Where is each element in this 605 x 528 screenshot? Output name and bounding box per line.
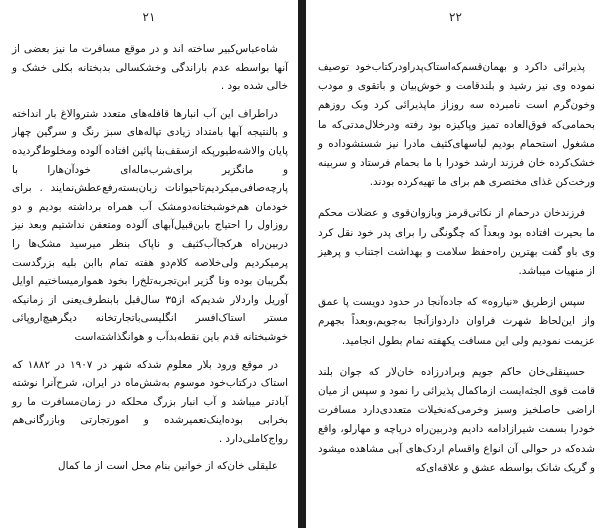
right-page: [306, 0, 605, 528]
paragraph: سپس ازطریق «نیاروه» که جاده‌آنجا در حدود دویست پا عمق واز این‌لحاظ شهرت فراوان داردوازآنجا به‌جویم،وبعداً بجهرم عزیمت نمودیم ولی این مسافت یکهفته تمام بطول انجامید.: [318, 296, 595, 347]
right-page-body: [318, 58, 595, 490]
paragraph: دراطراف این آب انبارها قافله‌های متعدد شتروالاغ بار انداخته و بالنتیجه آبها بامتداد زیادی تپاله‌های سبز رنگ و سرگین چهار پایان والاشه‌طیورپکه ازسقف‌بنا پائین افتاده آلوده ومخلوط‌گردیده و مانگزیر برای‌شرب‌ماله‌ای خودآن‌هارا با پارچه‌صافی‌میکردیم‌تاحیوانات زبان‌بسته‌رفع‌عطش‌نمایند . برای خودمان هم‌خوشبختانه‌دومشک آب همراه برداشته بودیم و دو روزاول را احتیاج بابن‌قبیل‌آبهای آلوده ومتعفن نداشتیم وبعد نیز دربین‌راه هرکجاآب‌کثیف و ناپاک بنظر میرسید مشک‌ها را پرمیکردیم ولی‌خلاصه کلام‌دو هفته تمام باابن بلیه بزرگدست بگریبان بوده ونا گزیر ابن‌تجربه‌تلخ‌را بخود هموارمیساختیم اوایل آوریل واردلار شدیم‌که از۳۵ سال‌قبل بابنطرف‌یعنی از زمانیکه مستر استاک‌افسر انگلیسی‌باتجارتخانه دیگرهیچ‌اروپائی خوشبختانه قدم باین نقطه‌بدآب و هوانگذاشته‌است: [12, 107, 288, 343]
paragraph: در موقع ورود بلار معلوم شدکه شهر در ۱۹۰۷ در ۱۸۸۲ که استاک درکتاب‌خود موسوم به‌شش‌ماه در ایران، شرح‌آنرا نوشته آبادتر میباشد و آب انبار بزرگ محلکه در زمان‌مسافرت ما رو بخرابی بوده‌اینک‌تعمیرشده و امورتجارتی وبازرگانی‌هم رواج‌کاملی‌دارد .: [12, 358, 288, 445]
paragraph: پذیرائی داکرد و بهمان‌قسم‌که‌استاک‌پدراودرکتاب‌خود توصیف نموده وی نیز رشید و بلندقامت و خوش‌بیان و باتقوی و مودب وخون‌گرم است نامبرده سه روزاز ماپذیرائی کرد وبک روزهم بحمامی‌که فوق‌العاده تمیز وپاکیزه بود رفته ودرخلال‌مدتی‌که ما مشغول استحمام بودیم لباسهای‌کثیف مادرا نیز شستشوداده و خشک‌کرده خان فرزند ارشد خودرا با ما بحمام فرستاد و سربینه ورخت‌کن غذای مختصری هم برای ما تهیه‌کرده بودند.: [318, 61, 595, 189]
paragraph: علیقلی خان‌که از خوانین بنام محل است از ما کمال: [58, 460, 278, 473]
book-gutter: [298, 0, 306, 528]
paragraph: شاه‌عباس‌کبیر ساخته اند و در موقع مسافرت ما نیز بعضی از آنها بواسطه عدم باراندگی وخشکسالی بدبختانه بکلی خشک و خالی شده بود .: [12, 43, 288, 93]
page-number-right: ٢٢: [449, 10, 462, 24]
left-page-body: [12, 40, 288, 485]
left-page: [0, 0, 298, 528]
page-number-left: ٢١: [142, 10, 156, 24]
paragraph: حسینقلی‌خان حاکم جویم وبرادرزاده خان‌لار که جوان بلند قامت قوی الجثه‌ایست ازماکمال پذیرائی را نمود و سپس از میان اراضی حاصلخیز وسبز وخرمی‌که‌نخیلات متعددی‌دارد مسافرت خودرا بسمت شیرازادامه دادیم ودربین‌راه دریاچه و مهارلو، واقع شده‌که در حوالی آن انواع واقسام اردک‌های آبی مشاهده میشود و گریک شانک بواسطه عشق و علاقه‌ای‌که: [318, 365, 595, 474]
paragraph: فرزندخان درحمام از نکاتی‌قرمز وبازوان‌قوی و عضلات محکم ما بحیرت افتاده بود وبعداً که چگونگی را برای پدر خود نقل کرد وی باو گفت بهترین راه‌حفظ سلامت و بهداشت اجتناب و پرهیز از منهیات میباشد.: [318, 207, 595, 278]
